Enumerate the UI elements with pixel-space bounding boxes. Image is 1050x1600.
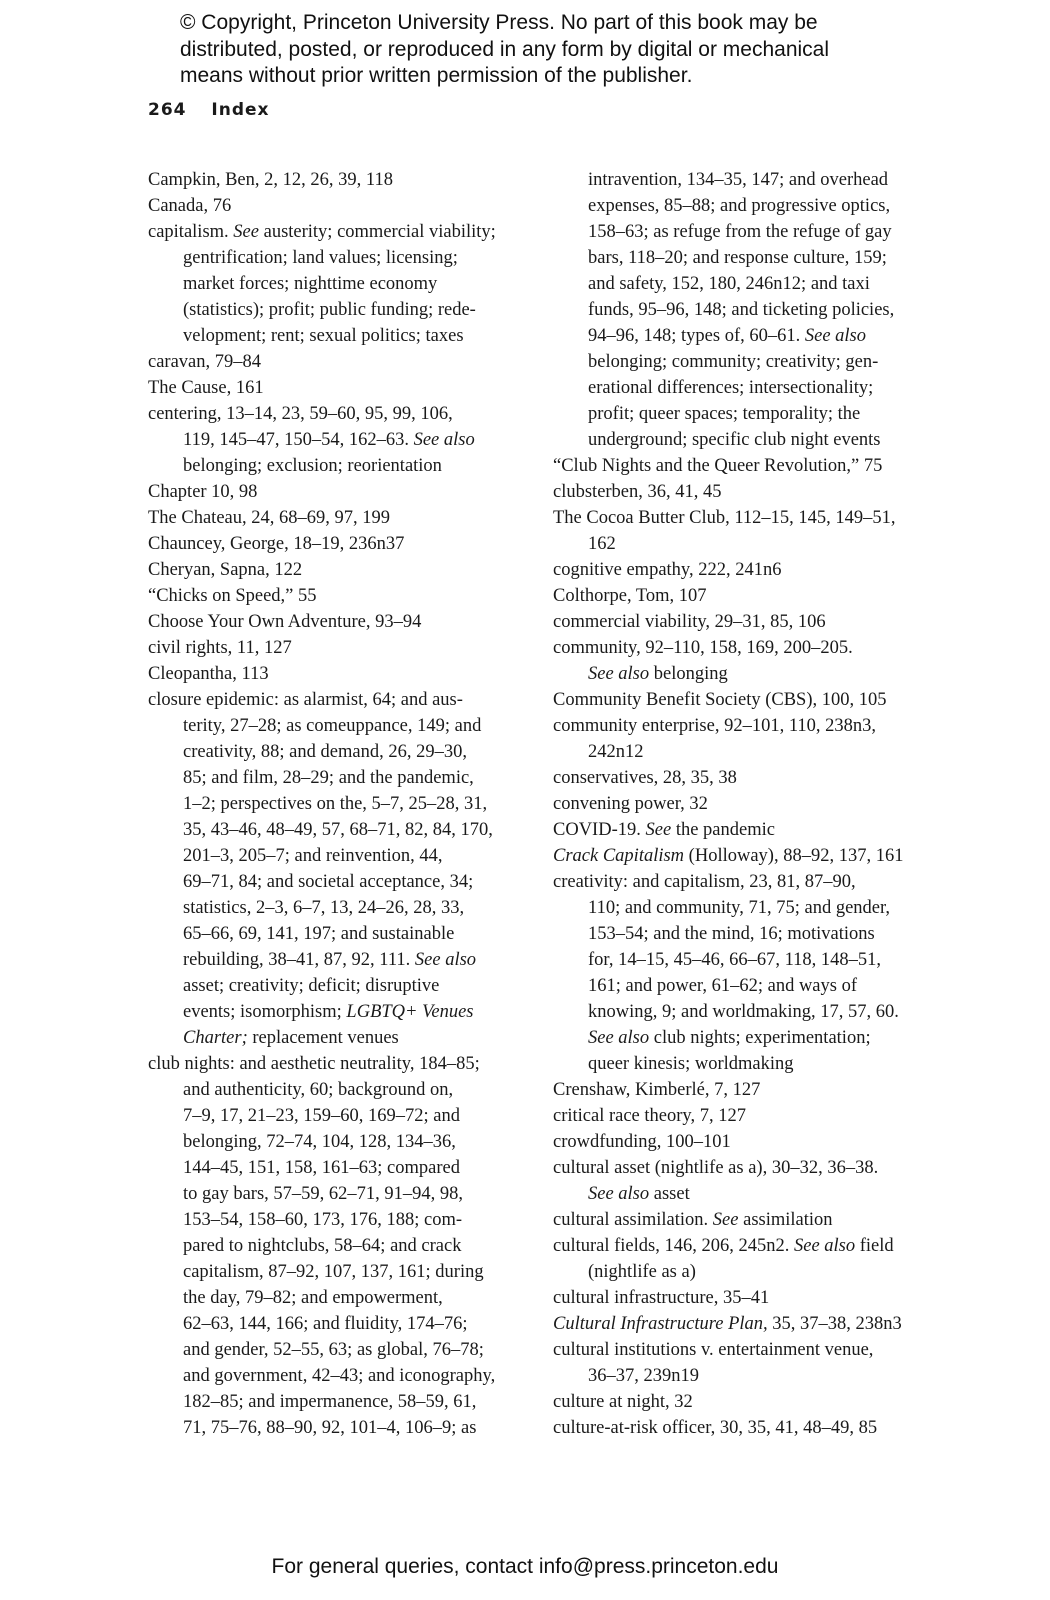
index-entry [553, 843, 938, 869]
index-entry-line: cultural fields, 146, 206, 245n2. See also field [553, 1236, 894, 1256]
index-entry [553, 713, 938, 765]
index-entry-line: Cleopantha, 113 [148, 664, 269, 684]
index-entry [553, 817, 938, 843]
index-entry [553, 1415, 938, 1441]
index-entry [148, 531, 528, 557]
index-entry [553, 609, 938, 635]
index-entry [148, 193, 528, 219]
index-entry-continuation: events; isomorphism; LGBTQ+ Venues [183, 1002, 474, 1022]
index-entry-continuation: 153–54; and the mind, 16; motivations [588, 924, 875, 944]
index-entry [553, 687, 938, 713]
index-entry-continuation: underground; specific club night events [588, 430, 881, 450]
copyright-line: distributed, posted, or reproduced in any form by digital or mechanical [180, 37, 830, 61]
index-entry-continuation: 162 [588, 534, 616, 554]
index-entry [148, 219, 528, 349]
index-entry-continuation: belonging, 72–74, 104, 128, 134–36, [183, 1132, 456, 1152]
index-entry [553, 1285, 938, 1311]
index-entry [553, 1207, 938, 1233]
index-entry-continuation: terity, 27–28; as comeuppance, 149; and [183, 716, 482, 736]
index-entry-continuation: capitalism, 87–92, 107, 137, 161; during [183, 1262, 484, 1282]
index-entry-continuation: velopment; rent; sexual politics; taxes [183, 326, 464, 346]
index-entry-continuation: asset; creativity; deficit; disruptive [183, 976, 440, 996]
index-entry [148, 479, 528, 505]
index-entry [148, 1051, 528, 1441]
index-entry-line: civil rights, 11, 127 [148, 638, 292, 658]
index-entry-continuation: expenses, 85–88; and progressive optics, [588, 196, 891, 216]
index-entry-continuation: pared to nightclubs, 58–64; and crack [183, 1236, 462, 1256]
index-entry-line: crowdfunding, 100–101 [553, 1132, 731, 1152]
index-column-right [553, 167, 938, 1441]
index-entry-line: community, 92–110, 158, 169, 200–205. [553, 638, 853, 658]
running-head [148, 100, 270, 120]
section-title: Index [211, 100, 270, 120]
index-entry-continuation: bars, 118–20; and response culture, 159; [588, 248, 887, 268]
index-entry-continuation: intravention, 134–35, 147; and overhead [588, 170, 889, 190]
index-entry [553, 1155, 938, 1207]
index-entry-continuation: rebuilding, 38–41, 87, 92, 111. See also [183, 950, 477, 970]
index-entry [148, 635, 528, 661]
index-entry-continuation: the day, 79–82; and empowerment, [183, 1288, 443, 1308]
index-entry-continuation: 158–63; as refuge from the refuge of gay [588, 222, 892, 242]
index-entry [148, 375, 528, 401]
index-entry-continuation: 182–85; and impermanence, 58–59, 61, [183, 1392, 477, 1412]
index-entry-continuation: queer kinesis; worldmaking [588, 1054, 794, 1074]
index-entry-continuation: and gender, 52–55, 63; as global, 76–78; [183, 1340, 484, 1360]
index-entry-line: club nights: and aesthetic neutrality, 184–85; [148, 1054, 480, 1074]
index-entry-line: cultural assimilation. See assimilation [553, 1210, 833, 1230]
index-entry-continuation: and safety, 152, 180, 246n12; and taxi [588, 274, 870, 294]
index-entry-line: community enterprise, 92–101, 110, 238n3, [553, 716, 877, 736]
index-entry-line: Crack Capitalism (Holloway), 88–92, 137, 161 [553, 846, 904, 866]
index-entry-continuation: statistics, 2–3, 6–7, 13, 24–26, 28, 33, [183, 898, 465, 918]
index-entry-line: conservatives, 28, 35, 38 [553, 768, 737, 788]
index-entry-continuation: 65–66, 69, 141, 197; and sustainable [183, 924, 455, 944]
index-entry-continuation: 85; and film, 28–29; and the pandemic, [183, 768, 474, 788]
copyright-notice [180, 10, 940, 90]
index-entry [553, 1103, 938, 1129]
index-entry-line: Canada, 76 [148, 196, 232, 216]
copyright-line: © Copyright, Princeton University Press. No part of this book may be [180, 11, 818, 34]
index-entry [553, 505, 938, 557]
copyright-line: means without prior written permission of the publisher. [180, 64, 693, 87]
index-entry-continuation: profit; queer spaces; temporality; the [588, 404, 861, 424]
index-entry-continuation: See also belonging [588, 664, 728, 684]
index-entry-continuation: See also asset [588, 1184, 690, 1204]
index-entry-continuation: erational differences; intersectionality; [588, 378, 874, 398]
index-entry-line: The Cocoa Butter Club, 112–15, 145, 149–51, [553, 508, 896, 528]
index-entry-continuation: 110; and community, 71, 75; and gender, [588, 898, 891, 918]
index-entry-line: cultural asset (nightlife as a), 30–32, 36–38. [553, 1158, 879, 1178]
index-entry-line: Chauncey, George, 18–19, 236n37 [148, 534, 405, 554]
index-entry-continuation: (nightlife as a) [588, 1262, 696, 1282]
index-entry-continuation: and authenticity, 60; background on, [183, 1080, 454, 1100]
index-entry-line: “Club Nights and the Queer Revolution,” 75 [553, 456, 883, 476]
index-entry [553, 869, 938, 1077]
index-entry-line: capitalism. See austerity; commercial viability; [148, 222, 496, 242]
index-entry [148, 401, 528, 479]
index-entry-continuation: 153–54, 158–60, 173, 176, 188; com- [183, 1210, 463, 1230]
index-entry-line: Cheryan, Sapna, 122 [148, 560, 303, 580]
index-entry-line: Colthorpe, Tom, 107 [553, 586, 707, 606]
index-entry-line: Community Benefit Society (CBS), 100, 105 [553, 690, 887, 710]
index-entry-line: caravan, 79–84 [148, 352, 262, 372]
index-entry [148, 557, 528, 583]
page-number: 264 [148, 100, 187, 120]
index-entry-continuation: gentrification; land values; licensing; [183, 248, 458, 268]
index-entry-line: Crenshaw, Kimberlé, 7, 127 [553, 1080, 761, 1100]
index-entry-continuation: 36–37, 239n19 [588, 1366, 699, 1386]
index-entry-line: convening power, 32 [553, 794, 708, 814]
index-entry-continuation: 94–96, 148; types of, 60–61. See also [588, 326, 866, 346]
index-entry [148, 661, 528, 687]
index-entry-line: Campkin, Ben, 2, 12, 26, 39, 118 [148, 170, 393, 190]
index-entry-line: The Chateau, 24, 68–69, 97, 199 [148, 508, 390, 528]
index-entry [148, 505, 528, 531]
index-entry [553, 1337, 938, 1389]
index-entry-continuation: (statistics); profit; public funding; rede- [183, 300, 476, 320]
index-entry [553, 1311, 938, 1337]
index-entry-line: Chapter 10, 98 [148, 482, 258, 502]
index-entry-line: centering, 13–14, 23, 59–60, 95, 99, 106, [148, 404, 453, 424]
index-entry-continuation: Charter; replacement venues [183, 1028, 399, 1048]
index-entry [553, 557, 938, 583]
index-entry-continuation: 119, 145–47, 150–54, 162–63. See also [183, 430, 475, 450]
footer-contact: For general queries, contact info@press.princeton.edu [271, 1555, 779, 1578]
index-entry-line: clubsterben, 36, 41, 45 [553, 482, 722, 502]
index-entry [553, 765, 938, 791]
index-entry-line: commercial viability, 29–31, 85, 106 [553, 612, 826, 632]
index-entry-continuation: 242n12 [588, 742, 644, 762]
index-entry-line: culture-at-risk officer, 30, 35, 41, 48–49, 85 [553, 1418, 878, 1438]
index-entry [148, 583, 528, 609]
index-entry-continuation: 144–45, 151, 158, 161–63; compared [183, 1158, 460, 1178]
index-entry [148, 349, 528, 375]
index-column-left [148, 167, 528, 1441]
index-entry-continuation: and government, 42–43; and iconography, [183, 1366, 496, 1386]
index-entry-continuation: knowing, 9; and worldmaking, 17, 57, 60. [588, 1002, 899, 1022]
index-entry-line: The Cause, 161 [148, 378, 264, 398]
index-entry-continuation: creativity, 88; and demand, 26, 29–30, [183, 742, 467, 762]
index-entry-continuation: for, 14–15, 45–46, 66–67, 118, 148–51, [588, 950, 882, 970]
index-entry-continuation: 7–9, 17, 21–23, 159–60, 169–72; and [183, 1106, 460, 1126]
index-entry-line: creativity: and capitalism, 23, 81, 87–90, [553, 872, 856, 892]
index-entry-continuation: 161; and power, 61–62; and ways of [588, 976, 857, 996]
index-entry [148, 609, 528, 635]
index-entry [553, 453, 938, 479]
index-entry [553, 1077, 938, 1103]
index-entry-continuation: 35, 43–46, 48–49, 57, 68–71, 82, 84, 170, [183, 820, 493, 840]
index-entry-continuation: to gay bars, 57–59, 62–71, 91–94, 98, [183, 1184, 464, 1204]
index-entry-line: cultural infrastructure, 35–41 [553, 1288, 770, 1308]
index-entry [553, 1129, 938, 1155]
index-entry-continuation: 1–2; perspectives on the, 5–7, 25–28, 31, [183, 794, 488, 814]
index-entry [553, 1389, 938, 1415]
index-entry-line: cultural institutions v. entertainment venue, [553, 1340, 874, 1360]
index-entry-continuation: belonging; exclusion; reorientation [183, 456, 442, 476]
index-entry-continuation: market forces; nighttime economy [183, 274, 438, 294]
index-entry [553, 1233, 938, 1285]
index-entry-line: Cultural Infrastructure Plan, 35, 37–38, 238n3 [553, 1314, 902, 1334]
index-entry-line: closure epidemic: as alarmist, 64; and aus- [148, 690, 463, 710]
index-entry-continuation: belonging; community; creativity; gen- [588, 352, 879, 372]
index-entry-continuation: 201–3, 205–7; and reinvention, 44, [183, 846, 443, 866]
index-entry [553, 479, 938, 505]
index-entry-continuation: funds, 95–96, 148; and ticketing policies, [588, 300, 895, 320]
index-entry [148, 687, 528, 1051]
index-entry-continuation: 71, 75–76, 88–90, 92, 101–4, 106–9; as [183, 1418, 477, 1438]
index-entry-line: “Chicks on Speed,” 55 [148, 586, 317, 606]
index-entry-line: cognitive empathy, 222, 241n6 [553, 560, 782, 580]
index-entry-line: critical race theory, 7, 127 [553, 1106, 746, 1126]
index-entry-continuation: 62–63, 144, 166; and fluidity, 174–76; [183, 1314, 468, 1334]
index-entry-line: culture at night, 32 [553, 1392, 693, 1412]
index-entry [148, 167, 528, 193]
index-entry [553, 635, 938, 687]
index-entry [553, 583, 938, 609]
index-entry [553, 167, 938, 453]
index-entry-continuation: 69–71, 84; and societal acceptance, 34; [183, 872, 474, 892]
index-entry-line: Choose Your Own Adventure, 93–94 [148, 612, 422, 632]
index-entry-continuation: See also club nights; experimentation; [588, 1028, 871, 1048]
index-entry [553, 791, 938, 817]
index-entry-line: COVID-19. See the pandemic [553, 820, 775, 840]
